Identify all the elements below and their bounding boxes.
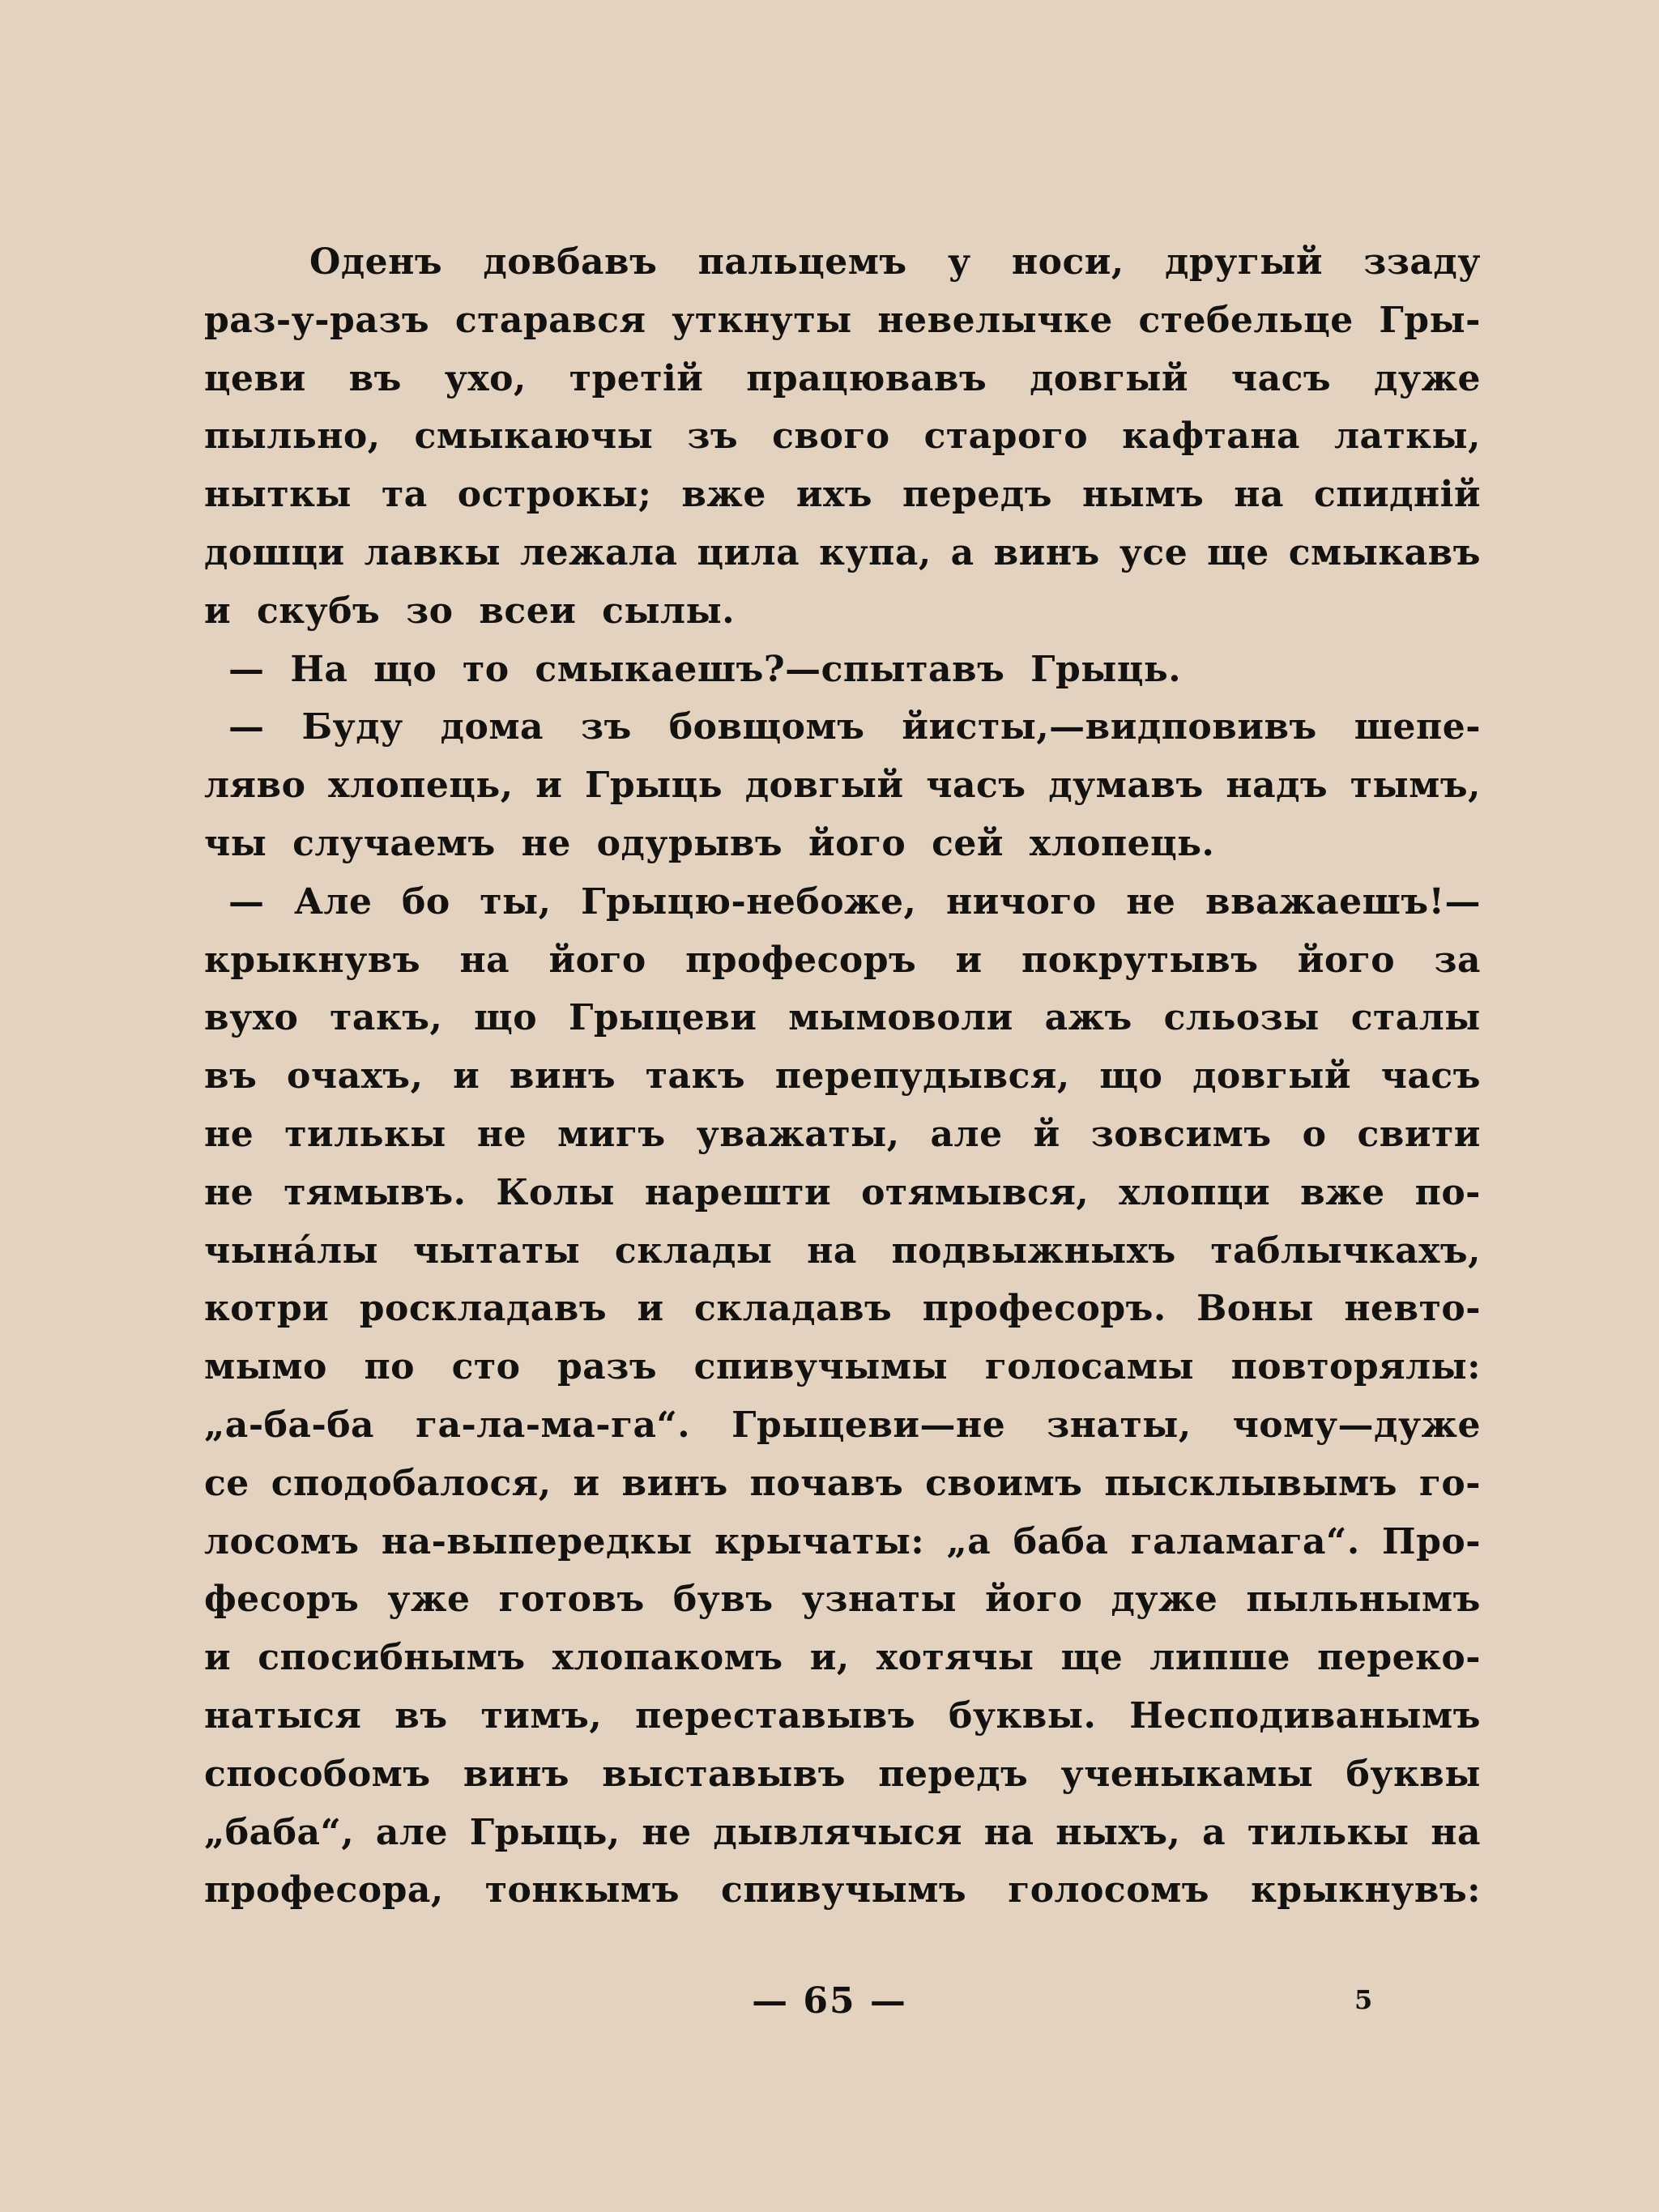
text-line: натыся въ тимъ, переставывъ буквы. Несподиванымъ [204,1694,1481,1737]
text-line: мымо по сто разъ спивучымы голосамы повторялы: [204,1346,1481,1388]
text-line: котри роскладавъ и складавъ професоръ. Воны невто- [204,1288,1481,1330]
text-line: лосомъ на-выпередкы крычаты: „а баба галамага“. Про- [204,1520,1481,1562]
text-line: професора, тонкымъ спивучымъ голосомъ крыкнувъ: [204,1869,1481,1912]
page-body-text [204,241,1481,1928]
text-line: въ очахъ, и винъ такъ перепудывся, що довгый часъ [204,1055,1481,1097]
text-line: пыльно, смыкаючы зъ свого старого кафтана латкы, [204,416,1481,458]
text-line: „баба“, але Грыць, не дывлячыся на ныхъ, а тилькы на [204,1811,1481,1853]
text-line: — Буду дома зъ бовщомъ йисты,—видповивъ шепе- [228,706,1481,748]
text-line: Оденъ довбавъ пальцемъ у носи, другый ззаду [309,241,1481,283]
text-line: — Але бо ты, Грыцю-небоже, ничого не вважаешъ!— [228,880,1481,923]
signature-mark: 5 [1354,1984,1373,2015]
text-line: и спосибнымъ хлопакомъ и, хотячы ще липше переко- [204,1637,1481,1679]
page-number: — 65 — [752,1980,907,2022]
text-line: фесоръ уже готовъ бувъ узнаты його дуже пыльнымъ [204,1579,1481,1621]
text-line: — На що то смыкаешъ?—спытавъ Грыць. [228,648,1182,690]
text-line: лявo хлопець, и Грыць довгый часъ думавъ надъ тымъ, [204,765,1481,807]
text-line: раз-у-разъ старався уткнуты невелычке стебельце Гры- [204,299,1481,341]
text-line: „а-ба-ба га-ла-ма-га“. Грыцеви—не знаты, чому—дуже [204,1404,1481,1446]
text-line: цеви въ ухо, третій працювавъ довгый часъ дуже [204,357,1481,399]
text-line: не тилькы не мигъ уважаты, але й зовсимъ о свити [204,1113,1481,1155]
text-line: се сподобалося, и винъ почавъ своимъ пысклывымъ го- [204,1462,1481,1504]
text-line: чынáлы чытаты склады на подвыжныхъ таблычкахъ, [204,1230,1481,1272]
text-line: способомъ винъ выставывъ передъ ученыкамы буквы [204,1753,1481,1795]
text-line: и скубъ зо всеи сылы. [204,590,736,632]
text-line: не тямывъ. Колы нарешти отямывся, хлопци вже по- [204,1171,1481,1213]
text-line: чы случаемъ не одурывъ його сей хлопець. [204,822,1215,864]
text-line: крыкнувъ на його професоръ и покрутывъ його за [204,939,1481,981]
text-line: ныткы та острокы; вже ихъ передъ нымъ на спидній [204,474,1481,516]
text-line: вухо такъ, що Грыцеви мымоволи ажъ сльозы сталы [204,997,1481,1039]
text-line: дошци лавкы лежала цила купа, а винъ усе ще смыкавъ [204,531,1481,573]
